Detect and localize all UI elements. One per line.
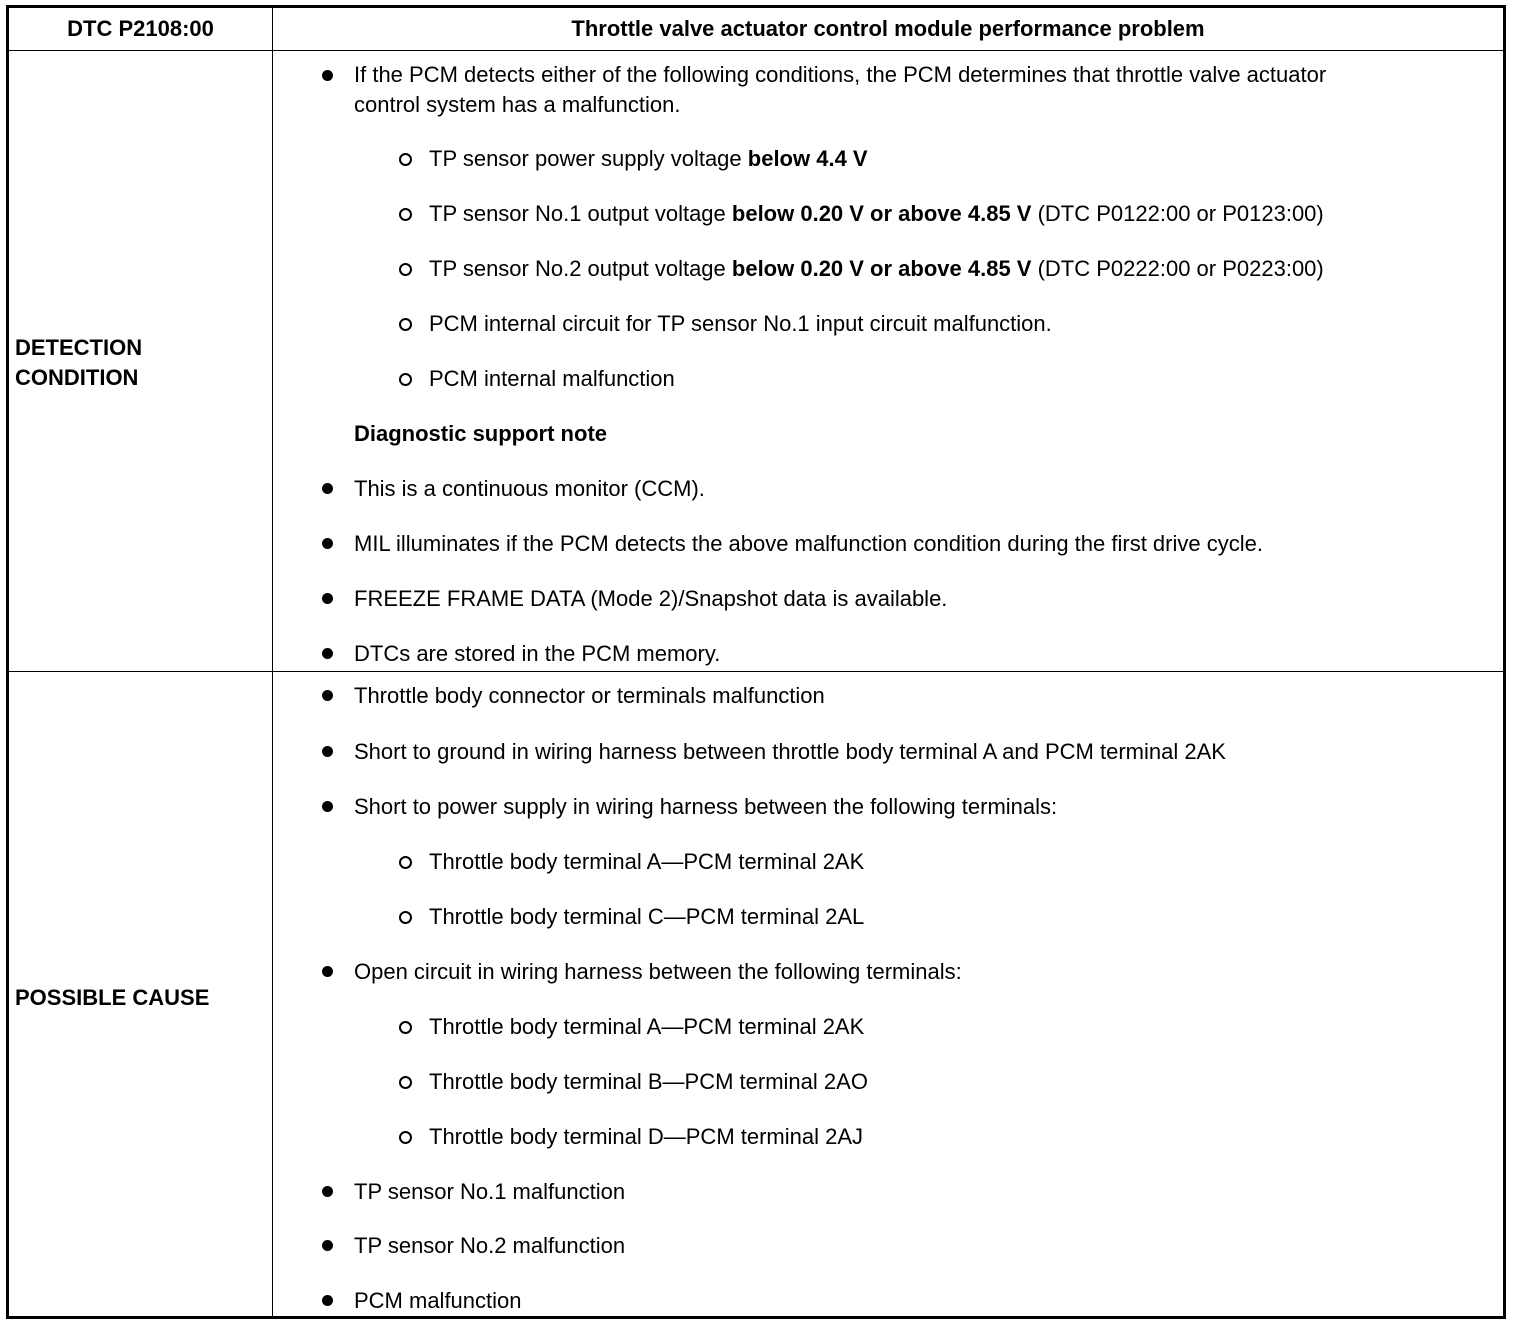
condition-item: TP sensor power supply voltage below 4.4 V bbox=[429, 146, 868, 171]
cause-item: Short to power supply in wiring harness between the following terminals: bbox=[354, 794, 1058, 819]
possible-cause-label: POSSIBLE CAUSE bbox=[15, 985, 210, 1010]
cause-item: TP sensor No.2 malfunction bbox=[354, 1233, 626, 1258]
label-line: CONDITION bbox=[15, 365, 139, 390]
bullet-icon bbox=[322, 648, 333, 659]
cause-subitem: Throttle body terminal C—PCM terminal 2AL bbox=[429, 904, 865, 929]
label-line: DETECTION bbox=[15, 335, 143, 360]
circle-bullet-icon bbox=[399, 208, 412, 221]
cause-subitem: Throttle body terminal A—PCM terminal 2AK bbox=[429, 849, 865, 874]
condition-item: PCM internal malfunction bbox=[429, 366, 675, 391]
row-divider bbox=[9, 671, 1503, 672]
note-item: DTCs are stored in the PCM memory. bbox=[354, 641, 721, 666]
bullet-icon bbox=[322, 1186, 333, 1197]
bullet-icon bbox=[322, 1295, 333, 1306]
circle-bullet-icon bbox=[399, 373, 412, 386]
detection-condition-label bbox=[15, 333, 142, 393]
column-divider bbox=[272, 8, 273, 1316]
cause-item: Throttle body connector or terminals malfunction bbox=[354, 683, 825, 708]
note-item: MIL illuminates if the PCM detects the above malfunction condition during the first drive cycle. bbox=[354, 531, 1263, 556]
bullet-icon bbox=[322, 538, 333, 549]
circle-bullet-icon bbox=[399, 318, 412, 331]
circle-bullet-icon bbox=[399, 1021, 412, 1034]
bullet-icon bbox=[322, 593, 333, 604]
cause-subitem: Throttle body terminal A—PCM terminal 2AK bbox=[429, 1014, 865, 1039]
note-item: This is a continuous monitor (CCM). bbox=[354, 476, 705, 501]
cause-subitem: Throttle body terminal B—PCM terminal 2AO bbox=[429, 1069, 868, 1094]
condition-item: PCM internal circuit for TP sensor No.1 input circuit malfunction. bbox=[429, 311, 1052, 336]
bullet-icon bbox=[322, 746, 333, 757]
cause-item: Short to ground in wiring harness between throttle body terminal A and PCM terminal 2AK bbox=[354, 739, 1226, 764]
note-item: FREEZE FRAME DATA (Mode 2)/Snapshot data is available. bbox=[354, 586, 948, 611]
cause-subitem: Throttle body terminal D—PCM terminal 2AJ bbox=[429, 1124, 864, 1149]
circle-bullet-icon bbox=[399, 1076, 412, 1089]
circle-bullet-icon bbox=[399, 911, 412, 924]
condition-item: TP sensor No.2 output voltage below 0.20 V or above 4.85 V (DTC P0222:00 or P0223:00) bbox=[429, 256, 1324, 281]
cause-item: Open circuit in wiring harness between the following terminals: bbox=[354, 959, 962, 984]
diagnostic-note-heading: Diagnostic support note bbox=[354, 421, 607, 446]
bullet-icon bbox=[322, 966, 333, 977]
circle-bullet-icon bbox=[399, 263, 412, 276]
intro-text-line: If the PCM detects either of the following conditions, the PCM determines that throttle valve actuator bbox=[354, 62, 1327, 87]
dtc-table bbox=[6, 5, 1506, 1319]
circle-bullet-icon bbox=[399, 153, 412, 166]
cause-item: PCM malfunction bbox=[354, 1288, 522, 1313]
dtc-code: DTC P2108:00 bbox=[67, 16, 214, 41]
condition-item: TP sensor No.1 output voltage below 0.20 V or above 4.85 V (DTC P0122:00 or P0123:00) bbox=[429, 201, 1324, 226]
bullet-icon bbox=[322, 70, 333, 81]
intro-text-line: control system has a malfunction. bbox=[354, 92, 681, 117]
dtc-title: Throttle valve actuator control module performance problem bbox=[571, 16, 1205, 41]
bullet-icon bbox=[322, 690, 333, 701]
cause-item: TP sensor No.1 malfunction bbox=[354, 1179, 626, 1204]
bullet-icon bbox=[322, 483, 333, 494]
bullet-icon bbox=[322, 1240, 333, 1251]
circle-bullet-icon bbox=[399, 1131, 412, 1144]
circle-bullet-icon bbox=[399, 856, 412, 869]
bullet-icon bbox=[322, 801, 333, 812]
